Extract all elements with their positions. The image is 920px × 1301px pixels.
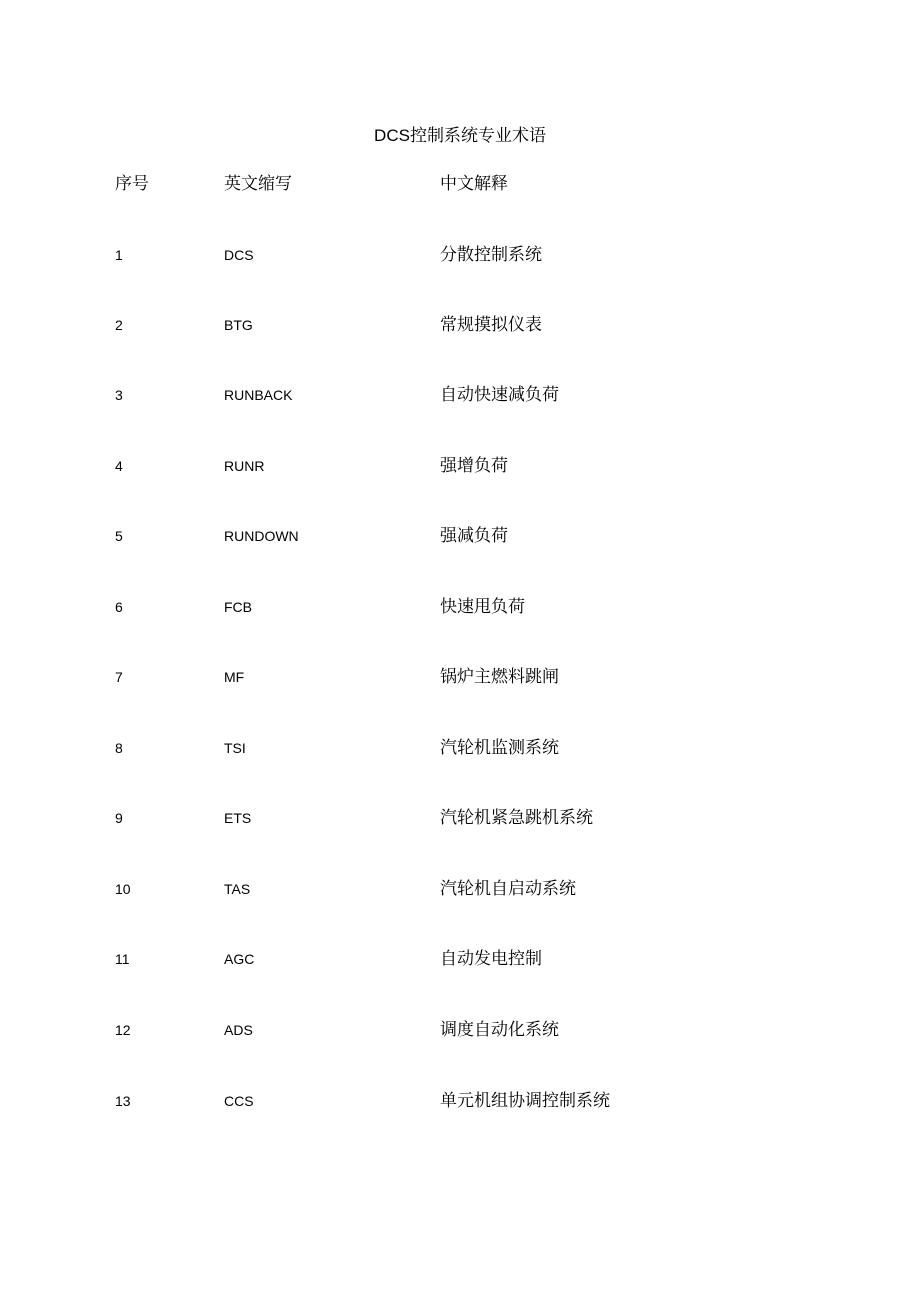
row-chinese: 汽轮机自启动系统 [440, 879, 576, 898]
table-row [0, 733, 920, 763]
row-abbreviation: TSI [224, 740, 246, 756]
row-abbreviation: DCS [224, 247, 254, 263]
row-number: 11 [115, 951, 130, 967]
table-row [0, 240, 920, 270]
row-chinese: 强减负荷 [440, 526, 508, 545]
table-row [0, 1086, 920, 1116]
table-row [0, 874, 920, 904]
row-chinese: 快速甩负荷 [440, 597, 525, 616]
row-abbreviation: FCB [224, 599, 252, 615]
row-chinese: 自动快速减负荷 [440, 385, 559, 404]
row-number: 8 [115, 740, 123, 756]
table-row [0, 944, 920, 974]
row-chinese: 强增负荷 [440, 456, 508, 475]
row-number: 5 [115, 528, 123, 544]
row-chinese: 分散控制系统 [440, 245, 542, 264]
row-number: 1 [115, 247, 123, 263]
table-row [0, 380, 920, 410]
row-abbreviation: TAS [224, 881, 251, 897]
table-row [0, 310, 920, 340]
header-number: 序号 [115, 174, 149, 193]
row-abbreviation: ADS [224, 1022, 253, 1038]
row-abbreviation: RUNBACK [224, 387, 293, 403]
row-abbreviation: RUNDOWN [224, 528, 299, 544]
row-number: 6 [115, 599, 123, 615]
row-abbreviation: BTG [224, 317, 253, 333]
row-number: 7 [115, 669, 123, 685]
table-row [0, 1015, 920, 1045]
row-abbreviation: RUNR [224, 458, 265, 474]
row-number: 9 [115, 810, 123, 826]
row-chinese: 自动发电控制 [440, 949, 542, 968]
table-row [0, 521, 920, 551]
row-chinese: 汽轮机紧急跳机系统 [440, 808, 593, 827]
table-row [0, 662, 920, 692]
row-chinese: 调度自动化系统 [440, 1020, 559, 1039]
table-row [0, 451, 920, 481]
row-number: 13 [115, 1093, 131, 1109]
row-number: 3 [115, 387, 123, 403]
row-chinese: 汽轮机监测系统 [440, 738, 559, 757]
row-number: 4 [115, 458, 123, 474]
row-chinese: 锅炉主燃料跳闸 [440, 667, 559, 686]
row-number: 10 [115, 881, 131, 897]
document-title: DCS控制系统专业术语 [374, 126, 546, 145]
row-number: 2 [115, 317, 123, 333]
row-abbreviation: AGC [224, 951, 255, 967]
row-abbreviation: CCS [224, 1093, 254, 1109]
row-chinese: 单元机组协调控制系统 [440, 1091, 610, 1110]
row-abbreviation: ETS [224, 810, 252, 826]
header-abbreviation: 英文缩写 [224, 174, 292, 193]
row-number: 12 [115, 1022, 131, 1038]
header-chinese: 中文解释 [440, 174, 508, 193]
row-abbreviation: MF [224, 669, 245, 685]
row-chinese: 常规摸拟仪表 [440, 315, 542, 334]
table-row [0, 592, 920, 622]
table-row [0, 803, 920, 833]
